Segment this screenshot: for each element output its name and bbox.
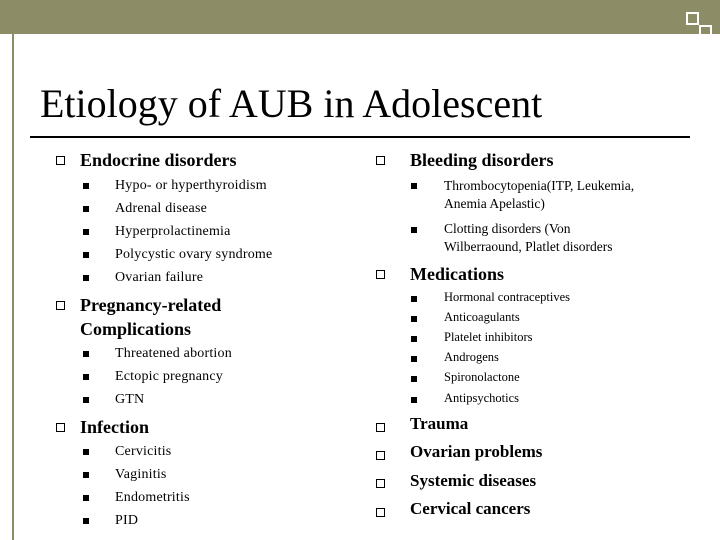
hollow-square-bullet-icon — [56, 301, 65, 310]
list-item-continuation: Wilberraound, Platlet disorders — [444, 239, 613, 254]
section-heading-bleeding: Bleeding disorders — [410, 150, 554, 170]
list-item: Hyperprolactinemia — [115, 224, 231, 239]
filled-square-bullet-icon — [411, 227, 417, 233]
section-heading-pregnancy-line2: Complications — [80, 319, 192, 339]
hollow-square-bullet-icon — [376, 156, 385, 165]
list-item: Adrenal disease — [115, 201, 208, 216]
filled-square-bullet-icon — [83, 374, 89, 380]
section-heading-infection: Infection — [80, 417, 149, 437]
list-item: Threatened abortion — [115, 346, 232, 361]
list-item: Vaginitis — [115, 467, 167, 482]
filled-square-bullet-icon — [83, 397, 89, 403]
section-heading-trauma: Trauma — [410, 414, 469, 433]
filled-square-bullet-icon — [411, 183, 417, 189]
list-item: GTN — [115, 392, 145, 407]
hollow-square-bullet-icon — [376, 423, 385, 432]
filled-square-bullet-icon — [83, 206, 89, 212]
filled-square-bullet-icon — [83, 472, 89, 478]
filled-square-bullet-icon — [411, 316, 417, 322]
list-item: Thrombocytopenia(ITP, Leukemia, — [444, 178, 635, 193]
list-item: Ovarian failure — [115, 270, 204, 285]
filled-square-bullet-icon — [83, 495, 89, 501]
section-heading-endocrine: Endocrine disorders — [80, 150, 237, 170]
section-heading-medications: Medications — [410, 264, 504, 284]
list-item: Polycystic ovary syndrome — [115, 247, 273, 262]
hollow-square-bullet-icon — [376, 479, 385, 488]
list-item: Cervicitis — [115, 444, 172, 459]
filled-square-bullet-icon — [411, 336, 417, 342]
filled-square-bullet-icon — [83, 229, 89, 235]
filled-square-bullet-icon — [83, 183, 89, 189]
section-heading-pregnancy: Pregnancy-related — [80, 295, 222, 315]
filled-square-bullet-icon — [411, 376, 417, 382]
section-heading-cervical: Cervical cancers — [410, 499, 531, 518]
list-item: Androgens — [444, 350, 499, 364]
list-item: Hormonal contraceptives — [444, 290, 570, 304]
list-item: Ectopic pregnancy — [115, 369, 223, 384]
list-item: Spironolactone — [444, 370, 520, 384]
hollow-square-bullet-icon — [376, 270, 385, 279]
list-item-continuation: Anemia Apelastic) — [444, 196, 545, 211]
slide-title: Etiology of AUB in Adolescent — [40, 81, 543, 126]
list-item: Clotting disorders (Von — [444, 221, 571, 236]
list-item: Platelet inhibitors — [444, 330, 533, 344]
list-item: Antipsychotics — [444, 391, 519, 405]
hollow-square-bullet-icon — [376, 508, 385, 517]
hollow-square-bullet-icon — [56, 156, 65, 165]
left-vertical-rule — [12, 34, 14, 540]
filled-square-bullet-icon — [83, 449, 89, 455]
filled-square-bullet-icon — [411, 397, 417, 403]
title-underline — [30, 136, 690, 138]
list-item: Anticoagulants — [444, 310, 520, 324]
corner-square-decoration — [686, 12, 699, 25]
top-banner — [0, 0, 720, 34]
section-heading-ovarian: Ovarian problems — [410, 442, 543, 461]
hollow-square-bullet-icon — [56, 423, 65, 432]
hollow-square-bullet-icon — [376, 451, 385, 460]
list-item: Hypo- or hyperthyroidism — [115, 178, 267, 193]
filled-square-bullet-icon — [83, 275, 89, 281]
filled-square-bullet-icon — [411, 356, 417, 362]
corner-square-decoration-offset — [699, 25, 712, 38]
section-heading-systemic: Systemic diseases — [410, 471, 537, 490]
filled-square-bullet-icon — [83, 252, 89, 258]
list-item: PID — [115, 513, 139, 528]
list-item: Endometritis — [115, 490, 190, 505]
filled-square-bullet-icon — [83, 351, 89, 357]
filled-square-bullet-icon — [411, 296, 417, 302]
filled-square-bullet-icon — [83, 518, 89, 524]
